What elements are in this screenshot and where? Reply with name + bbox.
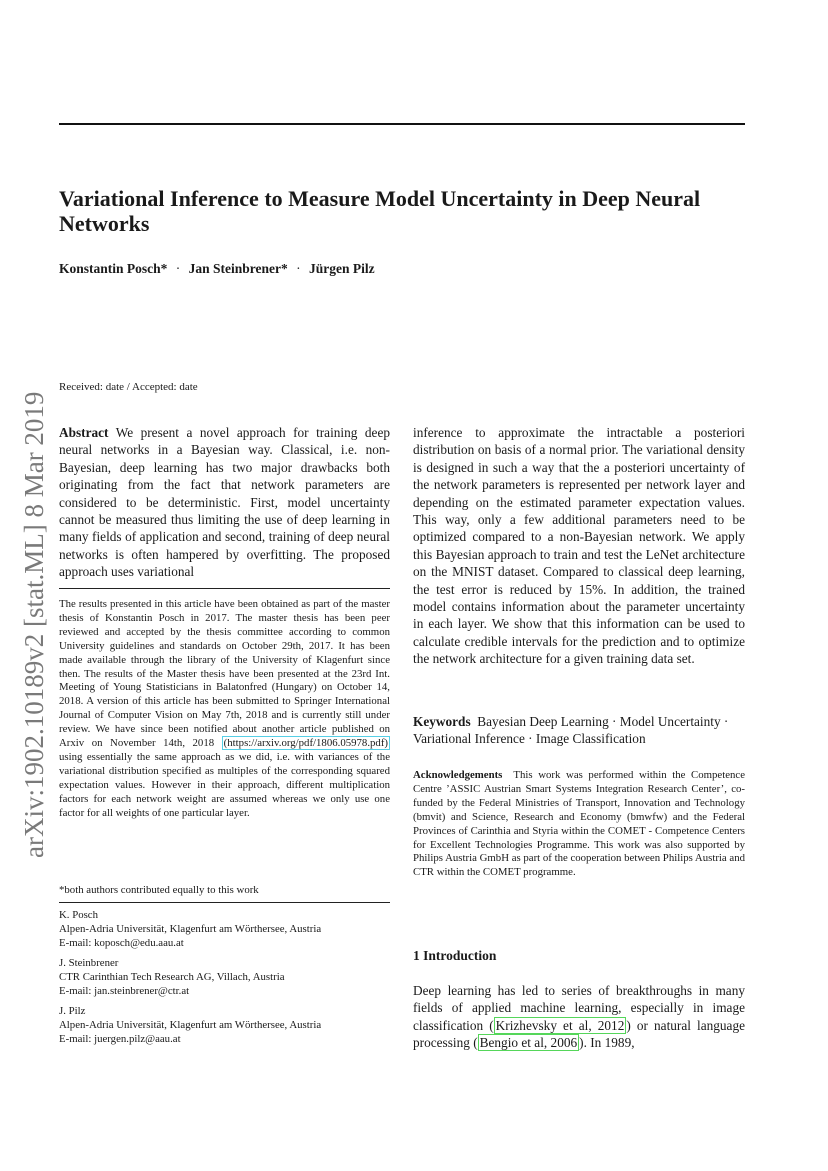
section-heading-introduction: 1 Introduction — [413, 948, 497, 963]
author-separator: · — [175, 261, 181, 276]
citation-link[interactable] — [494, 1017, 627, 1034]
citation-author: Bengio et al, — [479, 1035, 548, 1051]
affiliation-email: E-mail: juergen.pilz@aau.at — [59, 1033, 181, 1045]
citation-year: 2012 — [597, 1017, 625, 1033]
author-name: Jürgen Pilz — [309, 261, 375, 276]
equal-contribution-note: *both authors contributed equally to this work — [59, 884, 259, 896]
affiliation-name: J. Steinbrener — [59, 957, 119, 969]
acknowledgements-text: This work was performed within the Competence Centre ’ASSIC Austrian Smart Systems Integration Research Center’, co-funded by the Federal Ministries of Transport, Innovation and Technology (bmvit) and Science, Research and Economy (bmwfw) and the Federal Provinces of Carinthia and Styria within the COMET - Competence Centers for Excellent Technologies Programme. This work was also supported by Philips Austria GmbH as part of the cooperation between Philips Austria and CTR within the COMET programme. — [413, 769, 745, 879]
affiliation-name: K. Posch — [59, 909, 98, 921]
abstract-label: Abstract — [59, 425, 109, 440]
intro-text: Deep learning has led to series of breakthroughs in many fields of applied machine learning, especially in image classification — [413, 983, 745, 1033]
affiliation-block — [59, 908, 399, 950]
abstract-continued-text: inference to approximate the intractable a posteriori distribution on basis of a normal prior. The variational density is designed in such a way that the a posteriori uncertainty of the network parameters is represented per network layer and depending on the estimated parameter expectation values. This way, only a few additional parameters need to be optimized compared to a non-Bayesian network. We apply this Bayesian approach to train and test the LeNet architecture on the MNIST dataset. Compared to classical deep learning, the test error is reduced by 15%. In addition, the trained model contains information about the parameter uncertainty in each layer. We show that this information can be used to calculate credible intervals for the prediction and to optimize the network architecture for a given training data set. — [413, 425, 745, 667]
arxiv-identifier-stamp: arXiv:1902.10189v2 [stat.ML] 8 Mar 2019 — [19, 391, 49, 858]
affiliation-block — [59, 956, 399, 998]
footnote — [59, 598, 390, 821]
paper-title: Variational Inference to Measure Model Uncertainty in Deep Neural Networks — [59, 186, 701, 236]
keywords — [413, 713, 745, 748]
arxiv-link[interactable]: (https://arxiv.org/pdf/1806.05978.pdf) — [223, 737, 389, 750]
affiliation-block — [59, 1004, 399, 1046]
footnote-rule — [59, 588, 390, 589]
author-separator: · — [296, 261, 301, 276]
affiliation-email: E-mail: jan.steinbrener@ctr.at — [59, 985, 190, 997]
affiliation-institution: Alpen-Adria Universität, Klagenfurt am Wörthersee, Austria — [59, 1019, 322, 1031]
citation-link[interactable] — [478, 1034, 580, 1051]
affiliation-name: J. Pilz — [59, 1005, 86, 1017]
abstract-right — [413, 424, 745, 668]
author-name: Jan Steinbrener* — [188, 261, 288, 276]
affiliation-rule — [59, 902, 390, 903]
footnote-text: The results presented in this article have been obtained as part of the master thesis of Konstantin Posch in 2017. The master thesis has been peer reviewed and accepted by the thesis committee according to common University guidelines and standards on October 29th, 2017. It has been made available through the library of the University of Klagenfurt since then. The results of the Master thesis have been presented at the 23rd Int. Meeting of Young Statisticians in Balatonfred (Hungary) on October 14, 2018. A version of this article has been submitted to Springer International Journal of Computer Vision on May 7th, 2018 and is currently still under review. We have since been notified about another article published on Arxiv on November 14th, 2018 — [59, 598, 390, 750]
affiliation-email: E-mail: koposch@edu.aau.at — [59, 937, 184, 949]
affiliation-institution: CTR Carinthian Tech Research AG, Villach, Austria — [59, 971, 285, 983]
introduction-text: Deep learning has led to series of breakthroughs in many fields of applied machine learning, especially in image classification ( Krizhevsky et al, 2012 ) or natural language processing ( Bengio et al, 2006 ). In 1989, — [413, 983, 746, 1051]
acknowledgements — [413, 769, 745, 880]
acknowledgements-label: Acknowledgements — [413, 769, 503, 781]
received-date: Received: date / Accepted: date — [59, 381, 198, 393]
author-name: Konstantin Posch* — [59, 261, 168, 276]
author-list — [59, 261, 375, 277]
affiliation-institution: Alpen-Adria Universität, Klagenfurt am Wörthersee, Austria — [59, 923, 322, 935]
abstract-left — [59, 424, 390, 581]
citation-year: 2006 — [550, 1035, 578, 1051]
intro-text: or natural language processing — [413, 1017, 746, 1051]
top-rule — [59, 123, 745, 125]
keywords-label: Keywords — [413, 714, 471, 729]
abstract-text: We present a novel approach for training deep neural networks in a Bayesian way. Classical, i.e. non-Bayesian, deep learning has two major drawbacks both originating from the fact that network parameters are considered to be deterministic. First, model uncertainty cannot be measured thus limiting the use of deep learning in many fields of application and second, training of deep neural networks is often hampered by overfitting. The proposed approach uses variational — [59, 425, 391, 580]
footnote-text-continued: using essentially the same approach as we did, i.e. with variances of the variational distribution specified as multiples of the corresponding squared expectation values. However in their approach, different multiplication factors for each network weight are assumed whereas we only use one factor for all weights of one particular layer. — [59, 750, 390, 819]
citation-author: Krizhevsky et al, — [495, 1017, 592, 1033]
intro-text: . In 1989, — [583, 1035, 635, 1051]
keywords-text: Bayesian Deep Learning · Model Uncertainty · Variational Inference · Image Classification — [413, 714, 729, 747]
